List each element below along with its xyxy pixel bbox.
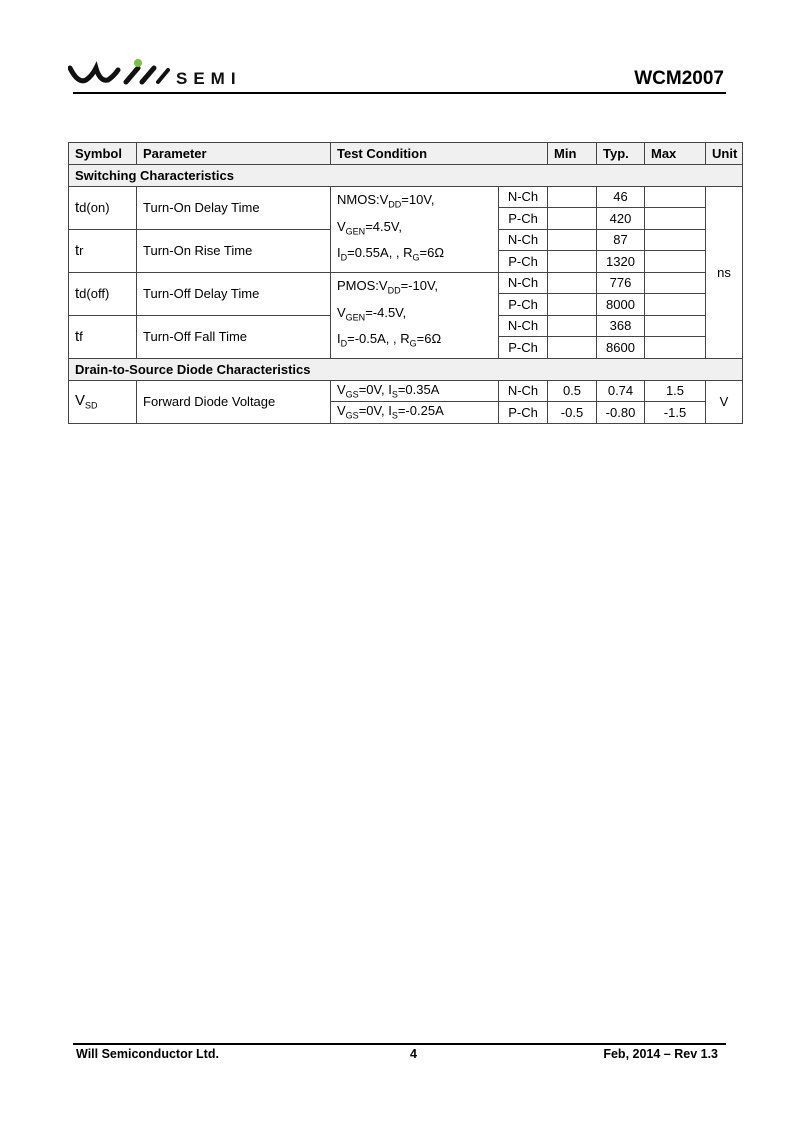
- max-cell: [645, 272, 706, 294]
- condition-cell: $V_{GS}=0V$, $I_S=0.35A$: [331, 380, 499, 402]
- col-header-typ: Typ.: [597, 143, 645, 165]
- logo-dot: [134, 59, 142, 67]
- min-cell: 0.5: [548, 380, 597, 402]
- max-cell: [645, 186, 706, 208]
- logo-brand-text: SEMI: [176, 69, 242, 88]
- max-cell: [645, 315, 706, 337]
- condition-cell: $V_{GS}=0V$, $I_S=-0.25A$: [331, 402, 499, 424]
- channel-cell: P-Ch: [499, 208, 548, 230]
- max-cell: -1.5: [645, 402, 706, 424]
- typ-cell: 0.74: [597, 380, 645, 402]
- max-cell: 1.5: [645, 380, 706, 402]
- max-cell: [645, 337, 706, 359]
- channel-cell: N-Ch: [499, 272, 548, 294]
- typ-cell: 46: [597, 186, 645, 208]
- typ-cell: 1320: [597, 251, 645, 273]
- symbol-cell: td(on): [69, 186, 137, 229]
- col-header-min: Min: [548, 143, 597, 165]
- min-cell: [548, 229, 597, 251]
- section-row: [69, 164, 743, 186]
- table-row: [69, 186, 743, 208]
- typ-cell: 776: [597, 272, 645, 294]
- symbol-cell: tr: [69, 229, 137, 272]
- parameter-cell: Forward Diode Voltage: [137, 380, 331, 423]
- footer-revision: Feb, 2014 – Rev 1.3: [603, 1047, 718, 1061]
- electrical-characteristics-table: [68, 142, 743, 424]
- logo-w-mark: [70, 68, 118, 81]
- max-cell: [645, 229, 706, 251]
- parameter-cell: Turn-On Delay Time: [137, 186, 331, 229]
- logo-l1-mark: [126, 68, 138, 82]
- max-cell: [645, 208, 706, 230]
- section-switching: Switching Characteristics: [69, 164, 743, 186]
- logo-l2-mark: [142, 68, 154, 82]
- min-cell: [548, 251, 597, 273]
- company-logo: [68, 58, 258, 90]
- channel-cell: N-Ch: [499, 380, 548, 402]
- col-header-parameter: Parameter: [137, 143, 331, 165]
- channel-cell: N-Ch: [499, 229, 548, 251]
- parameter-cell: Turn-Off Fall Time: [137, 315, 331, 358]
- table-row: [69, 272, 743, 294]
- footer-divider: [73, 1043, 726, 1045]
- channel-cell: P-Ch: [499, 251, 548, 273]
- typ-cell: 87: [597, 229, 645, 251]
- min-cell: [548, 208, 597, 230]
- min-cell: [548, 315, 597, 337]
- parameter-cell: Turn-Off Delay Time: [137, 272, 331, 315]
- min-cell: -0.5: [548, 402, 597, 424]
- typ-cell: 420: [597, 208, 645, 230]
- symbol-cell: tf: [69, 315, 137, 358]
- symbol-cell: td(off): [69, 272, 137, 315]
- col-header-unit: Unit: [706, 143, 743, 165]
- max-cell: [645, 251, 706, 273]
- col-header-max: Max: [645, 143, 706, 165]
- header-divider: [73, 92, 726, 94]
- typ-cell: 8600: [597, 337, 645, 359]
- channel-cell: P-Ch: [499, 402, 548, 424]
- channel-cell: N-Ch: [499, 315, 548, 337]
- channel-cell: P-Ch: [499, 337, 548, 359]
- unit-cell: V: [706, 380, 743, 423]
- unit-cell: ns: [706, 186, 743, 358]
- typ-cell: 8000: [597, 294, 645, 316]
- table-header-row: [69, 143, 743, 165]
- table-row: [69, 380, 743, 402]
- col-header-test-condition: Test Condition: [331, 143, 548, 165]
- section-row: [69, 358, 743, 380]
- typ-cell: -0.80: [597, 402, 645, 424]
- max-cell: [645, 294, 706, 316]
- channel-cell: P-Ch: [499, 294, 548, 316]
- min-cell: [548, 272, 597, 294]
- min-cell: [548, 337, 597, 359]
- symbol-cell: $V_{SD}$: [69, 380, 137, 423]
- col-header-symbol: Symbol: [69, 143, 137, 165]
- footer-company: Will Semiconductor Ltd.: [76, 1047, 219, 1061]
- logo-l3-mark: [158, 70, 168, 82]
- min-cell: [548, 294, 597, 316]
- typ-cell: 368: [597, 315, 645, 337]
- page-number: 4: [410, 1047, 417, 1061]
- channel-cell: N-Ch: [499, 186, 548, 208]
- nmos-condition-cell: $NMOS:V_{DD}=10V$, $V_{GEN}=4.5V$, $I_D=0.55A$, , $R_G=6\Omega$: [331, 186, 499, 272]
- document-title: WCM2007: [634, 68, 724, 89]
- min-cell: [548, 186, 597, 208]
- parameter-cell: Turn-On Rise Time: [137, 229, 331, 272]
- section-diode: Drain-to-Source Diode Characteristics: [69, 358, 743, 380]
- pmos-condition-cell: $PMOS:V_{DD}=-10V$, $V_{GEN}=-4.5V$, $I_D=-0.5A$, , $R_G=6\Omega$: [331, 272, 499, 358]
